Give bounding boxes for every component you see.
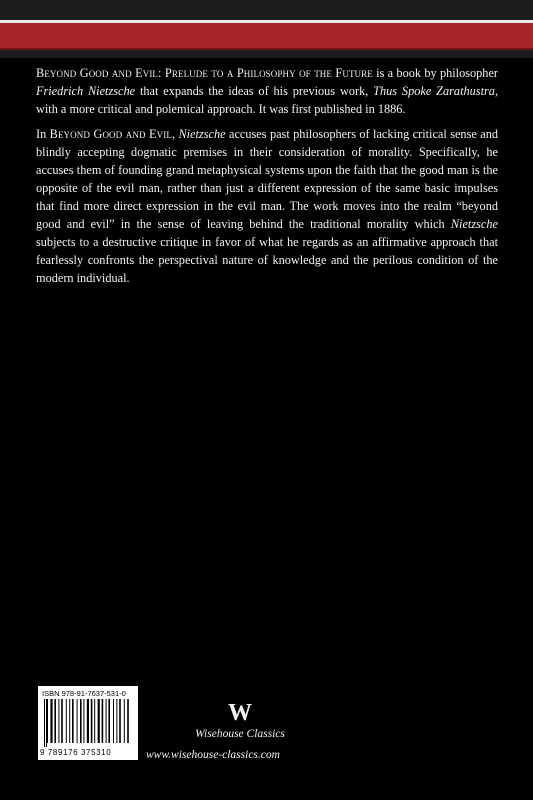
barcode-bar <box>83 699 84 743</box>
barcode-bar <box>80 699 82 743</box>
author-name: Nietzsche <box>450 217 498 231</box>
barcode-bar <box>72 699 74 743</box>
publisher-name: Wisehouse Classics <box>195 728 285 740</box>
book-title: Beyond Good and Evil: Prelude to a Philosophy of the Future <box>36 66 373 80</box>
barcode-bar <box>69 699 70 743</box>
blurb-paragraph-1: Beyond Good and Evil: Prelude to a Philosophy of the Future is a book by philosopher Friedrich Nietzsche that expands the ideas of his previous work, Thus Spoke Zarathustra, with a more critical and polemical approach. It was first published in 1886. <box>36 66 499 116</box>
barcode-bar <box>47 699 48 743</box>
barcode-bar <box>87 699 89 743</box>
author-name: Nietzsche <box>178 127 226 141</box>
back-cover-blurb <box>36 64 498 294</box>
publisher-url: www.wisehouse-classics.com <box>146 749 280 761</box>
isbn-label: ISBN 978-91-7637-531-0 <box>42 689 126 698</box>
barcode-digits: 9 789176 375310 <box>40 748 112 757</box>
barcode-bar <box>108 699 110 743</box>
isbn-barcode <box>38 686 138 760</box>
barcode-bar <box>116 699 117 743</box>
barcode-bar <box>50 699 52 743</box>
previous-work-title: Thus Spoke Zarathustra <box>373 84 495 98</box>
book-title: Beyond Good and Evil <box>49 127 172 141</box>
barcode-bar <box>58 699 59 743</box>
barcode-bar <box>77 699 78 743</box>
barcode-bar <box>127 699 129 743</box>
red-stripe <box>0 23 533 50</box>
barcode-bar <box>94 699 95 743</box>
barcode-bar <box>124 699 125 743</box>
barcode-bar <box>91 699 93 743</box>
blurb-paragraph-2: In Beyond Good and Evil, Nietzsche accuses past philosophers of lacking critical sense and blindly accepting dogmatic premises in their consideration of morality. Specifically, he accuses them of founding grand metaphysical systems upon the faith that the good man is the opposite of the evil man, rather than just a different expression of the same basic impulses that find more direct expression in the evil man. The work moves into the realm “beyond good and evil” in the sense of leaving behind the traditional morality which Nietzsche subjects to a destructive critique in favor of what he regards as an affirmative approach that fearlessly confronts the perspectival nature of knowledge and the perilous condition of the modern individual. <box>36 127 498 285</box>
barcode-guard-bar <box>44 699 45 747</box>
barcode-bar <box>98 699 100 743</box>
barcode-bar <box>61 699 63 743</box>
author-name: Friedrich Nietzsche <box>36 84 136 98</box>
barcode-bar <box>66 699 67 743</box>
barcode-bars <box>42 699 134 747</box>
barcode-bar <box>54 699 56 743</box>
barcode-guard-bar <box>46 699 47 747</box>
barcode-bar <box>119 699 121 743</box>
publisher-logo: W <box>228 700 252 726</box>
barcode-bar <box>113 699 114 743</box>
barcode-bar <box>102 699 104 743</box>
barcode-bar <box>106 699 107 743</box>
publisher-block <box>160 700 320 740</box>
